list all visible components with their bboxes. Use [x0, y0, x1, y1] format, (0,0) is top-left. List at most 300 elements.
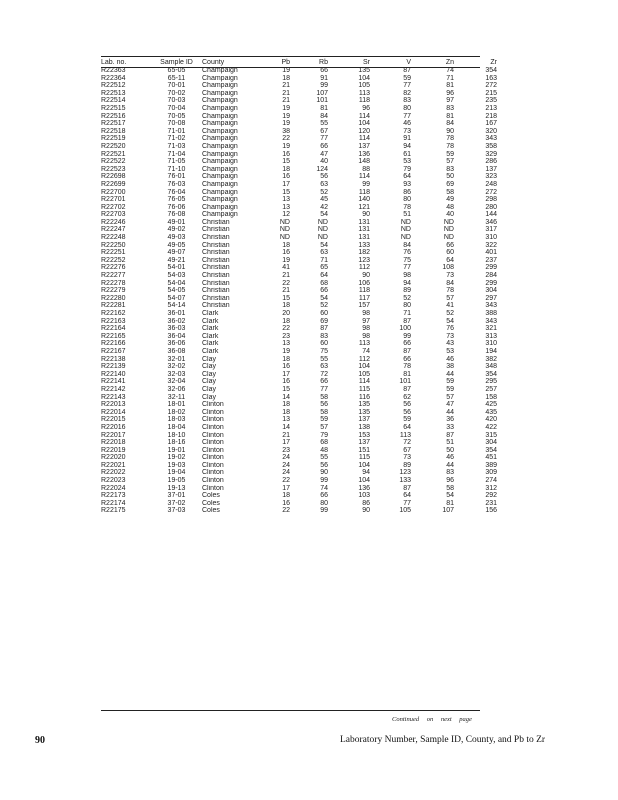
table-row — [101, 249, 505, 257]
header-pb: Pb — [281, 59, 290, 66]
cell-county: Clinton — [202, 461, 224, 469]
cell-lab-no: R22698 — [101, 173, 126, 181]
cell-sr: 131 — [358, 234, 370, 242]
cell-county: Christian — [202, 264, 230, 272]
cell-rb: 52 — [320, 302, 328, 310]
cell-sample-id: 36-06 — [167, 340, 186, 348]
cell-lab-no: R22246 — [101, 218, 126, 226]
cell-sr: 118 — [358, 287, 370, 295]
cell-zn: 50 — [446, 173, 454, 181]
cell-sr: 106 — [358, 279, 370, 287]
cell-zr: 322 — [485, 241, 497, 249]
cell-sample-id: 37-03 — [167, 507, 186, 515]
cell-county: Champaign — [202, 173, 238, 181]
cell-sample-id: 36-04 — [167, 332, 186, 340]
cell-sr: 104 — [358, 477, 370, 485]
cell-sr: 133 — [358, 241, 370, 249]
cell-pb: 18 — [282, 241, 290, 249]
cell-zr: 158 — [485, 393, 497, 401]
cell-lab-no: R22279 — [101, 287, 126, 295]
table-bottom-rule — [101, 710, 480, 711]
cell-lab-no: R22251 — [101, 249, 126, 257]
cell-v: 64 — [403, 423, 411, 431]
cell-pb: 16 — [282, 378, 290, 386]
table-row — [101, 424, 505, 432]
cell-sr: 114 — [358, 378, 370, 386]
cell-sample-id: 18-02 — [167, 408, 186, 416]
table-row — [101, 264, 505, 272]
cell-zr: 137 — [485, 165, 497, 173]
cell-sample-id: 76-03 — [167, 180, 186, 188]
cell-v: 67 — [403, 446, 411, 454]
cell-pb: 21 — [282, 82, 290, 90]
cell-sr: 114 — [358, 135, 370, 143]
cell-pb: 19 — [282, 104, 290, 112]
cell-sr: 120 — [358, 127, 370, 135]
cell-lab-no: R22513 — [101, 89, 126, 97]
cell-lab-no: R22165 — [101, 332, 126, 340]
cell-v: 87 — [403, 67, 411, 74]
cell-pb: 15 — [282, 385, 290, 393]
cell-v: 80 — [403, 302, 411, 310]
cell-v: 101 — [399, 378, 411, 386]
cell-zn: 46 — [446, 355, 454, 363]
cell-v: 77 — [403, 499, 411, 507]
cell-county: Clinton — [202, 477, 224, 485]
cell-county: Champaign — [202, 158, 238, 166]
table-row — [101, 242, 505, 250]
cell-county: Christian — [202, 218, 230, 226]
cell-pb: 16 — [282, 499, 290, 507]
cell-sr: 104 — [358, 120, 370, 128]
cell-pb: 24 — [282, 461, 290, 469]
cell-v: 89 — [403, 461, 411, 469]
table-row — [101, 204, 505, 212]
cell-pb: 19 — [282, 67, 290, 74]
cell-lab-no: R22163 — [101, 317, 126, 325]
cell-v: 94 — [403, 142, 411, 150]
table-row — [101, 492, 505, 500]
cell-sr: 135 — [358, 408, 370, 416]
cell-lab-no: R22140 — [101, 370, 126, 378]
cell-county: Champaign — [202, 165, 238, 173]
cell-zr: 358 — [485, 142, 497, 150]
cell-zn: 81 — [446, 82, 454, 90]
cell-rb: 55 — [320, 120, 328, 128]
table-row — [101, 485, 505, 493]
cell-zn: 52 — [446, 310, 454, 317]
cell-county: Christian — [202, 256, 230, 264]
cell-county: Coles — [202, 507, 220, 515]
cell-sr: 117 — [358, 294, 370, 302]
cell-rb: 99 — [320, 82, 328, 90]
page-number: 90 — [35, 735, 45, 746]
cell-zr: 144 — [485, 211, 497, 219]
cell-sr: 104 — [358, 74, 370, 82]
cell-county: Champaign — [202, 97, 238, 105]
cell-county: Champaign — [202, 104, 238, 112]
cell-v: 93 — [403, 180, 411, 188]
cell-pb: 19 — [282, 347, 290, 355]
cell-county: Champaign — [202, 112, 238, 120]
cell-rb: 107 — [316, 89, 328, 97]
cell-lab-no: R22015 — [101, 416, 126, 424]
cell-rb: 68 — [320, 279, 328, 287]
cell-rb: 60 — [320, 340, 328, 348]
cell-zr: 315 — [485, 431, 497, 439]
cell-v: 53 — [403, 158, 411, 166]
cell-zn: 83 — [446, 469, 454, 477]
cell-county: Clay — [202, 378, 217, 386]
cell-zr: 299 — [485, 264, 497, 272]
cell-sample-id: 70-05 — [167, 112, 186, 120]
cell-v: 99 — [403, 332, 411, 340]
cell-pb: 21 — [282, 89, 290, 97]
cell-pb: 13 — [282, 416, 290, 424]
cell-zr: 231 — [485, 499, 497, 507]
cell-sr: 123 — [358, 256, 370, 264]
cell-rb: 63 — [320, 180, 328, 188]
cell-sample-id: 76-06 — [167, 203, 186, 211]
cell-lab-no: R22517 — [101, 120, 126, 128]
cell-county: Clark — [202, 310, 219, 317]
cell-lab-no: R22518 — [101, 127, 126, 135]
cell-rb: 74 — [320, 484, 328, 492]
cell-zn: 90 — [446, 127, 454, 135]
cell-county: Champaign — [202, 120, 238, 128]
cell-zr: 215 — [485, 89, 497, 97]
table-row — [101, 90, 505, 98]
cell-v: 64 — [403, 492, 411, 500]
cell-sr: 86 — [362, 499, 370, 507]
cell-v: 62 — [403, 393, 411, 401]
cell-zn: 84 — [446, 120, 454, 128]
cell-zn: 51 — [446, 439, 454, 447]
cell-v: 87 — [403, 317, 411, 325]
cell-zn: 49 — [446, 196, 454, 204]
cell-zr: 272 — [485, 188, 497, 196]
cell-sr: 90 — [362, 507, 370, 515]
cell-rb: 67 — [320, 127, 328, 135]
table-row — [101, 173, 505, 181]
cell-v: 123 — [399, 469, 411, 477]
cell-rb: 52 — [320, 188, 328, 196]
cell-pb: 13 — [282, 340, 290, 348]
cell-sr: 88 — [362, 165, 370, 173]
cell-county: Champaign — [202, 89, 238, 97]
cell-sample-id: 32-06 — [167, 385, 186, 393]
cell-zn: 107 — [442, 507, 454, 515]
table-row — [101, 507, 505, 515]
cell-sr: 97 — [362, 317, 370, 325]
table-row — [101, 272, 505, 280]
cell-zn: 36 — [446, 416, 454, 424]
cell-rb: 54 — [320, 241, 328, 249]
cell-lab-no: R22018 — [101, 439, 126, 447]
table-row — [101, 348, 505, 356]
cell-zr: 323 — [485, 173, 497, 181]
cell-rb: 66 — [320, 142, 328, 150]
cell-zr: 272 — [485, 82, 497, 90]
cell-county: Champaign — [202, 67, 238, 74]
cell-v: 80 — [403, 196, 411, 204]
cell-sr: 103 — [358, 492, 370, 500]
cell-sample-id: 19-03 — [167, 461, 186, 469]
cell-pb: 20 — [282, 310, 290, 317]
cell-sample-id: 19-04 — [167, 469, 186, 477]
cell-county: Clay — [202, 363, 217, 371]
cell-sample-id: 32-03 — [167, 370, 186, 378]
cell-sample-id: 37-02 — [167, 499, 186, 507]
cell-rb: 48 — [320, 446, 328, 454]
table-row — [101, 113, 505, 121]
cell-sr: 90 — [362, 211, 370, 219]
cell-lab-no: R22248 — [101, 234, 126, 242]
cell-sample-id: 36-02 — [167, 317, 186, 325]
cell-zn: 81 — [446, 112, 454, 120]
cell-pb: 18 — [282, 74, 290, 82]
cell-zn: 48 — [446, 203, 454, 211]
cell-county: Christian — [202, 294, 230, 302]
table-row — [101, 386, 505, 394]
cell-lab-no: R22520 — [101, 142, 126, 150]
cell-sr: 74 — [362, 347, 370, 355]
cell-v: 77 — [403, 264, 411, 272]
cell-zn: 47 — [446, 401, 454, 409]
cell-zn: ND — [443, 234, 454, 242]
table-row — [101, 105, 505, 113]
cell-zn: 74 — [446, 67, 454, 74]
cell-pb: 22 — [282, 325, 290, 333]
cell-pb: 19 — [282, 256, 290, 264]
cell-v: 66 — [403, 340, 411, 348]
cell-county: Clark — [202, 325, 219, 333]
cell-county: Christian — [202, 302, 230, 310]
cell-county: Champaign — [202, 180, 238, 188]
cell-lab-no: R22024 — [101, 484, 126, 492]
cell-zn: 78 — [446, 142, 454, 150]
cell-county: Clinton — [202, 484, 224, 492]
cell-sample-id: 49-02 — [167, 226, 186, 234]
cell-lab-no: R22521 — [101, 150, 126, 158]
cell-pb: 22 — [282, 507, 290, 515]
cell-pb: 21 — [282, 287, 290, 295]
cell-pb: 22 — [282, 135, 290, 143]
cell-county: Champaign — [202, 150, 238, 158]
cell-lab-no: R22173 — [101, 492, 126, 500]
table-row — [101, 325, 505, 333]
cell-pb: 17 — [282, 180, 290, 188]
cell-sample-id: 18-04 — [167, 423, 186, 431]
cell-zr: 213 — [485, 104, 497, 112]
cell-sample-id: 36-08 — [167, 347, 186, 355]
table-row — [101, 196, 505, 204]
cell-lab-no: R22514 — [101, 97, 126, 105]
cell-county: Clay — [202, 393, 217, 401]
cell-zn: 33 — [446, 423, 454, 431]
cell-v: 78 — [403, 203, 411, 211]
cell-rb: 47 — [320, 150, 328, 158]
header-sr: Sr — [363, 59, 370, 66]
cell-zr: 298 — [485, 196, 497, 204]
cell-pb: 24 — [282, 469, 290, 477]
cell-sr: 157 — [358, 302, 370, 310]
cell-sr: 94 — [362, 469, 370, 477]
cell-zr: 451 — [485, 454, 497, 462]
cell-county: Clark — [202, 317, 219, 325]
cell-v: 83 — [403, 97, 411, 105]
cell-lab-no: R22022 — [101, 469, 126, 477]
cell-sr: 148 — [358, 158, 370, 166]
cell-zr: 348 — [485, 363, 497, 371]
cell-rb: 124 — [316, 165, 328, 173]
cell-rb: 42 — [320, 203, 328, 211]
cell-sr: 153 — [358, 431, 370, 439]
cell-zr: 425 — [485, 401, 497, 409]
cell-zr: 354 — [485, 67, 497, 74]
table-row — [101, 234, 505, 242]
cell-lab-no: R22139 — [101, 363, 126, 371]
table-row — [101, 310, 505, 318]
cell-zn: 96 — [446, 477, 454, 485]
table-row — [101, 128, 505, 136]
cell-sr: 112 — [358, 355, 370, 363]
cell-rb: 56 — [320, 401, 328, 409]
cell-lab-no: R22166 — [101, 340, 126, 348]
cell-v: 56 — [403, 401, 411, 409]
cell-county: Clinton — [202, 416, 224, 424]
table-row — [101, 302, 505, 310]
cell-rb: 54 — [320, 211, 328, 219]
cell-county: Clark — [202, 347, 219, 355]
table-row — [101, 432, 505, 440]
cell-v: 59 — [403, 74, 411, 82]
cell-lab-no: R22516 — [101, 112, 126, 120]
cell-v: 87 — [403, 347, 411, 355]
cell-zr: 329 — [485, 150, 497, 158]
table-row — [101, 226, 505, 234]
cell-zr: 163 — [485, 74, 497, 82]
cell-v: 46 — [403, 120, 411, 128]
cell-rb: 91 — [320, 74, 328, 82]
cell-zn: 66 — [446, 241, 454, 249]
cell-sr: 118 — [358, 97, 370, 105]
cell-lab-no: R22017 — [101, 431, 126, 439]
table-caption: Laboratory Number, Sample ID, County, and Pb to Zr — [340, 735, 546, 745]
cell-zr: 167 — [485, 120, 497, 128]
cell-rb: ND — [317, 218, 328, 226]
table-row — [101, 135, 505, 143]
cell-pb: 17 — [282, 370, 290, 378]
cell-lab-no: R22250 — [101, 241, 126, 249]
cell-county: Christian — [202, 226, 230, 234]
cell-zn: 78 — [446, 135, 454, 143]
table-row — [101, 257, 505, 265]
cell-lab-no: R22247 — [101, 226, 126, 234]
cell-county: Clinton — [202, 401, 224, 409]
cell-pb: 19 — [282, 142, 290, 150]
cell-county: Champaign — [202, 74, 238, 82]
cell-sample-id: 70-02 — [167, 89, 186, 97]
cell-zr: 304 — [485, 439, 497, 447]
cell-sample-id: 18-03 — [167, 416, 186, 424]
table-row — [101, 211, 505, 219]
cell-county: Clinton — [202, 423, 224, 431]
cell-v: ND — [400, 234, 411, 242]
cell-county: Clinton — [202, 469, 224, 477]
cell-zn: 46 — [446, 454, 454, 462]
cell-v: 75 — [403, 256, 411, 264]
cell-zr: 320 — [485, 127, 497, 135]
cell-county: Clinton — [202, 454, 224, 462]
cell-rb: 90 — [320, 469, 328, 477]
cell-v: 76 — [403, 249, 411, 257]
cell-rb: 57 — [320, 423, 328, 431]
cell-sample-id: 37-01 — [167, 492, 186, 500]
cell-zn: 97 — [446, 97, 454, 105]
cell-sample-id: 49-01 — [167, 218, 186, 226]
cell-zn: 43 — [446, 340, 454, 348]
cell-rb: 56 — [320, 173, 328, 181]
cell-lab-no: R22023 — [101, 477, 126, 485]
cell-lab-no: R22701 — [101, 196, 126, 204]
cell-sr: 151 — [358, 446, 370, 454]
cell-pb: 15 — [282, 188, 290, 196]
cell-zr: 309 — [485, 469, 497, 477]
cell-zr: 354 — [485, 446, 497, 454]
cell-rb: 66 — [320, 378, 328, 386]
cell-lab-no: R22162 — [101, 310, 126, 317]
cell-lab-no: R22164 — [101, 325, 126, 333]
cell-sr: 115 — [358, 454, 370, 462]
cell-rb: 63 — [320, 249, 328, 257]
cell-v: 72 — [403, 439, 411, 447]
cell-sample-id: 71-04 — [167, 150, 186, 158]
cell-sr: 131 — [358, 226, 370, 234]
cell-v: 81 — [403, 370, 411, 378]
cell-pb: 24 — [282, 454, 290, 462]
cell-pb: 18 — [282, 317, 290, 325]
cell-county: Champaign — [202, 82, 238, 90]
cell-zn: 96 — [446, 89, 454, 97]
cell-county: Champaign — [202, 188, 238, 196]
cell-v: 82 — [403, 89, 411, 97]
cell-pb: 14 — [282, 423, 290, 431]
cell-sample-id: 71-10 — [167, 165, 186, 173]
cell-lab-no: R22175 — [101, 507, 126, 515]
table-row — [101, 462, 505, 470]
cell-lab-no: R22252 — [101, 256, 126, 264]
table-row — [101, 454, 505, 462]
cell-lab-no: R22167 — [101, 347, 126, 355]
cell-lab-no: R22702 — [101, 203, 126, 211]
cell-v: 59 — [403, 416, 411, 424]
cell-zr: 321 — [485, 325, 497, 333]
cell-pb: 16 — [282, 249, 290, 257]
cell-lab-no: R22512 — [101, 82, 126, 90]
cell-zr: 284 — [485, 272, 497, 280]
cell-zr: 310 — [485, 234, 497, 242]
cell-zn: 81 — [446, 499, 454, 507]
cell-sr: 121 — [358, 203, 370, 211]
cell-lab-no: R22276 — [101, 264, 126, 272]
cell-zr: 295 — [485, 378, 497, 386]
table-row — [101, 158, 505, 166]
cell-zr: 313 — [485, 332, 497, 340]
cell-zn: 78 — [446, 287, 454, 295]
cell-county: Champaign — [202, 196, 238, 204]
data-table — [101, 58, 505, 515]
